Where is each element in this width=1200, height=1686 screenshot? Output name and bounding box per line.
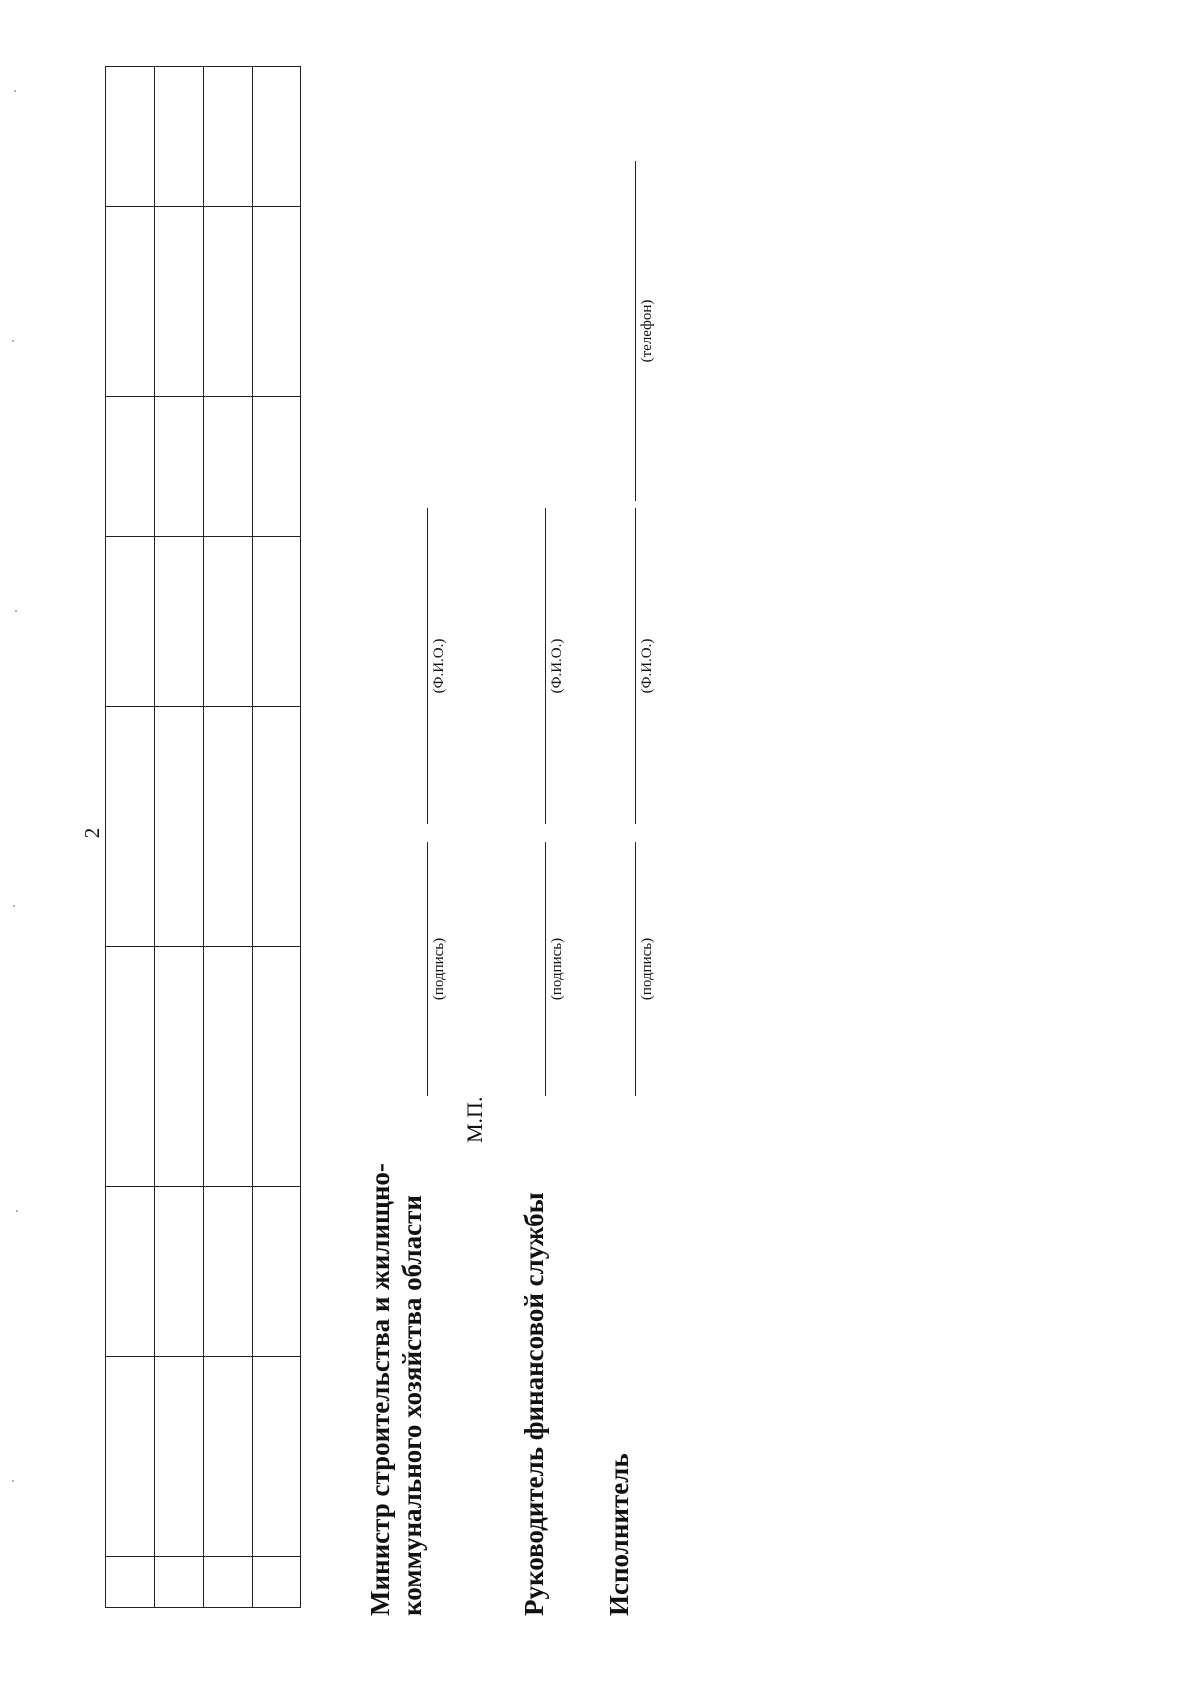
scan-speck: [12, 340, 14, 342]
executor-signature-line: [635, 842, 636, 1096]
scan-speck: [15, 610, 17, 612]
table-column-divider: [106, 1556, 300, 1557]
table-column-divider: [106, 206, 300, 207]
scan-speck: [14, 90, 16, 92]
scan-speck: [16, 1210, 18, 1212]
table-row-divider: [252, 67, 253, 1607]
executor-signature-caption: (подпись): [639, 937, 655, 1001]
executor-phone-line: [635, 161, 636, 501]
minister-signature-caption: (подпись): [431, 937, 447, 1001]
table-row-divider: [154, 67, 155, 1607]
minister-signature-line: [427, 842, 428, 1096]
executor-title: Исполнитель: [604, 1453, 634, 1616]
minister-name-line: [427, 508, 428, 824]
finance-head-signature-caption: (подпись): [549, 937, 565, 1001]
finance-head-name-caption: (Ф.И.О.): [549, 638, 565, 694]
stamp-placeholder: М.П.: [462, 1096, 487, 1143]
minister-title-line1: Министр строительства и жилищно-: [365, 1163, 395, 1616]
executor-phone-caption: (телефон): [639, 299, 655, 363]
finance-head-name-line: [545, 508, 546, 824]
scan-speck: [12, 1480, 14, 1482]
table-column-divider: [106, 706, 300, 707]
table-column-divider: [106, 946, 300, 947]
table-row-divider: [203, 67, 204, 1607]
table-column-divider: [106, 396, 300, 397]
page-number: 2: [80, 827, 104, 839]
executor-name-line: [635, 508, 636, 824]
scan-speck: [13, 905, 15, 907]
table-column-divider: [106, 1356, 300, 1357]
table-column-divider: [106, 536, 300, 537]
empty-data-table: [105, 66, 301, 1608]
finance-head-title: Руководитель финансовой службы: [519, 1192, 549, 1616]
executor-name-caption: (Ф.И.О.): [639, 638, 655, 694]
minister-name-caption: (Ф.И.О.): [431, 638, 447, 694]
table-column-divider: [106, 1186, 300, 1187]
minister-title-line2: коммунального хозяйства области: [397, 1195, 427, 1616]
finance-head-signature-line: [545, 842, 546, 1096]
